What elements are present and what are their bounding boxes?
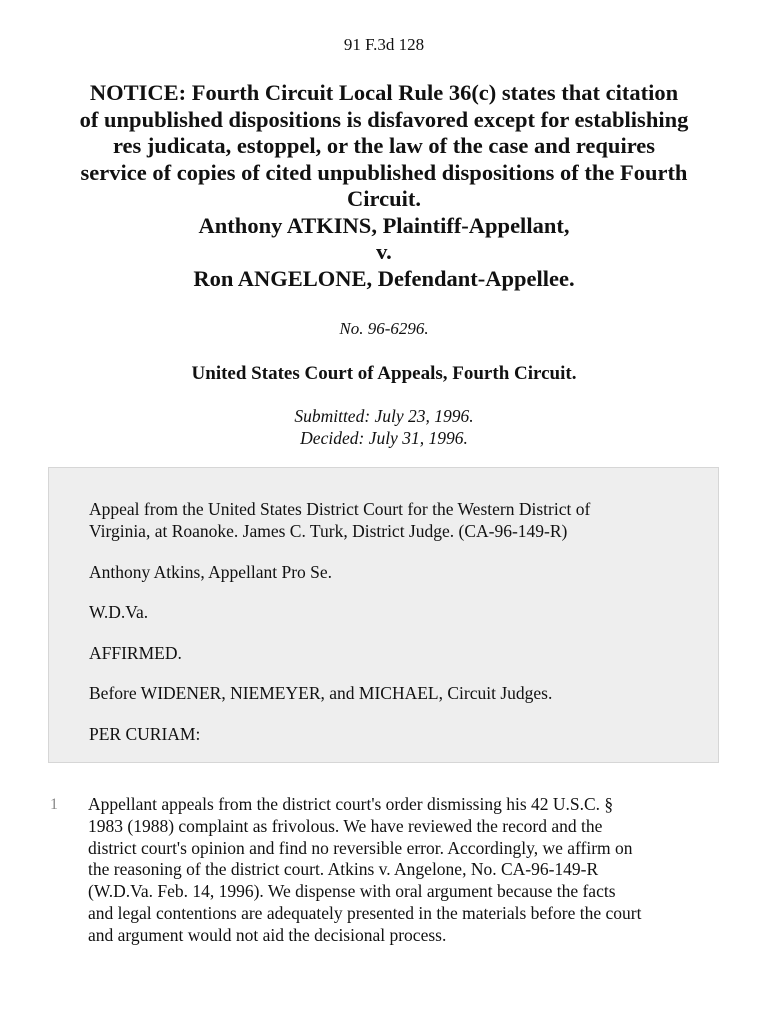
paragraph-line: and argument would not aid the decisional process. <box>88 924 447 945</box>
notice-line: of unpublished dispositions is disfavored except for establishing <box>79 106 689 132</box>
paragraph-line: Appellant appeals from the district court's order dismissing his 42 U.S.C. § <box>88 794 614 814</box>
author-line: PER CURIAM: <box>89 724 201 744</box>
district-abbrev: W.D.Va. <box>89 602 149 622</box>
appeal-info <box>89 498 689 542</box>
case-title-block <box>40 80 728 292</box>
notice-line: res judicata, estoppel, or the law of the case and requires <box>112 133 656 158</box>
plaintiff-name: Anthony ATKINS, Plaintiff-Appellant, <box>198 212 570 238</box>
case-dates <box>0 405 768 449</box>
paragraph-line: the reasoning of the district court. Atkins v. Angelone, No. CA-96-149-R <box>88 859 599 880</box>
disposition-label: AFFIRMED. <box>89 643 182 663</box>
decided-date: Decided: July 31, 1996. <box>300 428 468 448</box>
paragraph-text <box>88 794 728 947</box>
versus-label: v. <box>376 239 392 264</box>
paragraph-number: 1 <box>50 796 58 813</box>
panel-line: Before WIDENER, NIEMEYER, and MICHAEL, Circuit Judges. <box>89 683 553 703</box>
counsel-line: Anthony Atkins, Appellant Pro Se. <box>89 562 333 582</box>
paragraph-line: 1983 (1988) complaint as frivolous. We have reviewed the record and the <box>88 815 603 836</box>
paragraph-line: (W.D.Va. Feb. 14, 1996). We dispense with oral argument because the facts <box>88 881 616 902</box>
notice-line: Circuit. <box>347 186 421 211</box>
docket-number: No. 96-6296. <box>339 319 429 338</box>
appeal-line: Virginia, at Roanoke. James C. Turk, District Judge. (CA-96-149-R) <box>89 521 568 541</box>
case-citation: 91 F.3d 128 <box>343 35 425 54</box>
paragraph-line: and legal contentions are adequately presented in the materials before the court <box>88 902 642 923</box>
case-summary-box <box>48 467 719 763</box>
submitted-date: Submitted: July 23, 1996. <box>294 406 474 426</box>
appeal-line: Appeal from the United States District Court for the Western District of <box>89 499 591 519</box>
defendant-name: Ron ANGELONE, Defendant-Appellee. <box>193 265 575 291</box>
paragraph-line: district court's opinion and find no reversible error. Accordingly, we affirm on <box>88 837 633 858</box>
court-name: United States Court of Appeals, Fourth Circuit. <box>191 363 577 384</box>
notice-line: NOTICE: Fourth Circuit Local Rule 36(c) states that citation <box>89 80 679 105</box>
notice-line: service of copies of cited unpublished dispositions of the Fourth <box>80 159 688 185</box>
